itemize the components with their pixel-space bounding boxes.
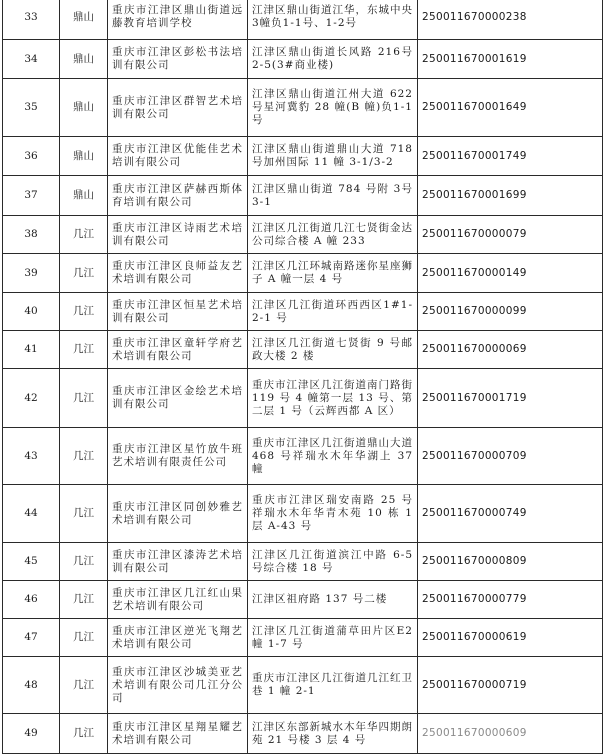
row-number: 41 — [3, 331, 60, 369]
institution-address: 重庆市江津区几江街道南门路街 119 号 4 幢第一层 13 号、第二层 1 号（云辉西都 A 区） — [248, 369, 418, 428]
row-number: 35 — [3, 79, 60, 137]
row-number: 49 — [3, 714, 60, 754]
institution-name: 重庆市江津区金绘艺术培训有限公司 — [108, 369, 248, 428]
table-row — [3, 254, 603, 293]
license-code: 250011670000779 — [418, 581, 603, 619]
row-number: 36 — [3, 137, 60, 176]
table-row — [3, 176, 603, 216]
license-code: 250011670001719 — [418, 369, 603, 428]
row-number: 39 — [3, 254, 60, 293]
row-area: 鼎山 — [60, 137, 108, 176]
institution-name: 重庆市江津区同创妙雅艺术培训有限公司 — [108, 485, 248, 543]
institution-name: 重庆市江津区诗雨艺术培训有限公司 — [108, 216, 248, 254]
row-area: 几江 — [60, 485, 108, 543]
license-code: 250011670000619 — [418, 619, 603, 657]
institution-address: 江津区鼎山街道 784 号附 3号 3-1 — [248, 176, 418, 216]
row-number: 40 — [3, 293, 60, 331]
license-code: 250011670000609 — [418, 714, 603, 754]
institution-address: 重庆市江津区几江街道鼎山大道 468 号祥瑞水木年华湖上 37 幢 — [248, 428, 418, 485]
license-code: 250011670000099 — [418, 293, 603, 331]
row-number: 37 — [3, 176, 60, 216]
institution-address: 江津区东部新城水木年华四期朗苑 21 号楼 3 层 4 号 — [248, 714, 418, 754]
institution-address: 江津区几江街道蒲草田片区E2 幢 1-7 号 — [248, 619, 418, 657]
table-row — [3, 428, 603, 485]
table-row — [3, 485, 603, 543]
institution-address: 江津区鼎山街道江华，东城中央3幢负1-1号、1-2号 — [248, 0, 418, 40]
institution-name: 重庆市江津区恒星艺术培训有限公司 — [108, 293, 248, 331]
institution-address: 江津区几江环城南路迷你星座狮子 A 幢一层 4 号 — [248, 254, 418, 293]
license-code: 250011670000749 — [418, 485, 603, 543]
row-area: 鼎山 — [60, 0, 108, 40]
institution-name: 重庆市江津区逆光飞翔艺术培训有限公司 — [108, 619, 248, 657]
institution-address: 江津区鼎山街道鼎山大道 718号加州国际 11 幢 3-1/3-2 — [248, 137, 418, 176]
training-institutions-table — [2, 0, 603, 754]
institution-name: 重庆市江津区星翔星耀艺术培训有限公司 — [108, 714, 248, 754]
institution-name: 重庆市江津区群智艺术培训有限公司 — [108, 79, 248, 137]
table-row — [3, 137, 603, 176]
table-row — [3, 79, 603, 137]
row-area: 几江 — [60, 428, 108, 485]
row-area: 鼎山 — [60, 176, 108, 216]
table-row — [3, 216, 603, 254]
license-code: 250011670001699 — [418, 176, 603, 216]
institution-name: 重庆市江津区良师益友艺术培训有限公司 — [108, 254, 248, 293]
row-number: 43 — [3, 428, 60, 485]
row-area: 鼎山 — [60, 40, 108, 79]
institution-name: 重庆市江津区鼎山街道远藤教育培训学校 — [108, 0, 248, 40]
license-code: 250011670001619 — [418, 40, 603, 79]
institution-name: 重庆市江津区优能佳艺术培训有限公司 — [108, 137, 248, 176]
row-area: 几江 — [60, 331, 108, 369]
institution-address: 江津区鼎山街道长风路 216号2-5(3#商业楼) — [248, 40, 418, 79]
license-code: 250011670001749 — [418, 137, 603, 176]
row-number: 38 — [3, 216, 60, 254]
license-code: 250011670000238 — [418, 0, 603, 40]
row-area: 几江 — [60, 254, 108, 293]
institution-address: 江津区几江街道七贤街 9 号邮政大楼 2 楼 — [248, 331, 418, 369]
row-number: 46 — [3, 581, 60, 619]
license-code: 250011670000719 — [418, 657, 603, 714]
table-row — [3, 293, 603, 331]
license-code: 250011670000149 — [418, 254, 603, 293]
license-code: 250011670000079 — [418, 216, 603, 254]
row-area: 几江 — [60, 216, 108, 254]
table-row — [3, 657, 603, 714]
license-code: 250011670000809 — [418, 543, 603, 581]
row-area: 几江 — [60, 293, 108, 331]
row-area: 几江 — [60, 581, 108, 619]
institution-name: 重庆市江津区星竹放牛班艺术培训有限责任公司 — [108, 428, 248, 485]
institution-address: 江津区鼎山街道江州大道 622号星河冀豹 28 幢(B 幢)负1-1号 — [248, 79, 418, 137]
institution-address: 重庆市江津区瑞安南路 25 号祥瑞水木年华青木苑 10 栋 1层 A-43 号 — [248, 485, 418, 543]
table-row — [3, 619, 603, 657]
institution-name: 重庆市江津区萨赫西斯体育培训有限公司 — [108, 176, 248, 216]
row-area: 几江 — [60, 657, 108, 714]
table-row — [3, 40, 603, 79]
table-row — [3, 581, 603, 619]
table-row — [3, 0, 603, 40]
row-number: 42 — [3, 369, 60, 428]
table-row — [3, 369, 603, 428]
institution-name: 重庆市江津区童轩学府艺术培训有限公司 — [108, 331, 248, 369]
row-number: 33 — [3, 0, 60, 40]
row-area: 几江 — [60, 619, 108, 657]
institution-name: 重庆市江津区几江红山果艺术培训有限公司 — [108, 581, 248, 619]
row-number: 47 — [3, 619, 60, 657]
table-row — [3, 543, 603, 581]
license-code: 250011670001649 — [418, 79, 603, 137]
row-number: 44 — [3, 485, 60, 543]
row-number: 48 — [3, 657, 60, 714]
row-area: 几江 — [60, 543, 108, 581]
institution-address: 江津区几江街道几江七贤街金达公司综合楼 A 幢 233 — [248, 216, 418, 254]
row-number: 45 — [3, 543, 60, 581]
institution-name: 重庆市江津区漆涛艺术培训有限公司 — [108, 543, 248, 581]
institution-address: 江津区几江街道环西西区1#1-2-1 号 — [248, 293, 418, 331]
institution-address: 重庆市江津区几江街道几江红卫巷 1 幢 2-1 — [248, 657, 418, 714]
license-code: 250011670000069 — [418, 331, 603, 369]
institution-address: 江津区几江街道滨江中路 6-5号综合楼 18 号 — [248, 543, 418, 581]
row-area: 鼎山 — [60, 79, 108, 137]
institution-address: 江津区祖府路 137 号二楼 — [248, 581, 418, 619]
institution-name: 重庆市江津区沙城美亚艺术培训有限公司几江分公司 — [108, 657, 248, 714]
license-code: 250011670000709 — [418, 428, 603, 485]
row-number: 34 — [3, 40, 60, 79]
table-row — [3, 714, 603, 754]
institution-name: 重庆市江津区彭松书法培训有限公司 — [108, 40, 248, 79]
row-area: 几江 — [60, 369, 108, 428]
table-row — [3, 331, 603, 369]
row-area: 几江 — [60, 714, 108, 754]
